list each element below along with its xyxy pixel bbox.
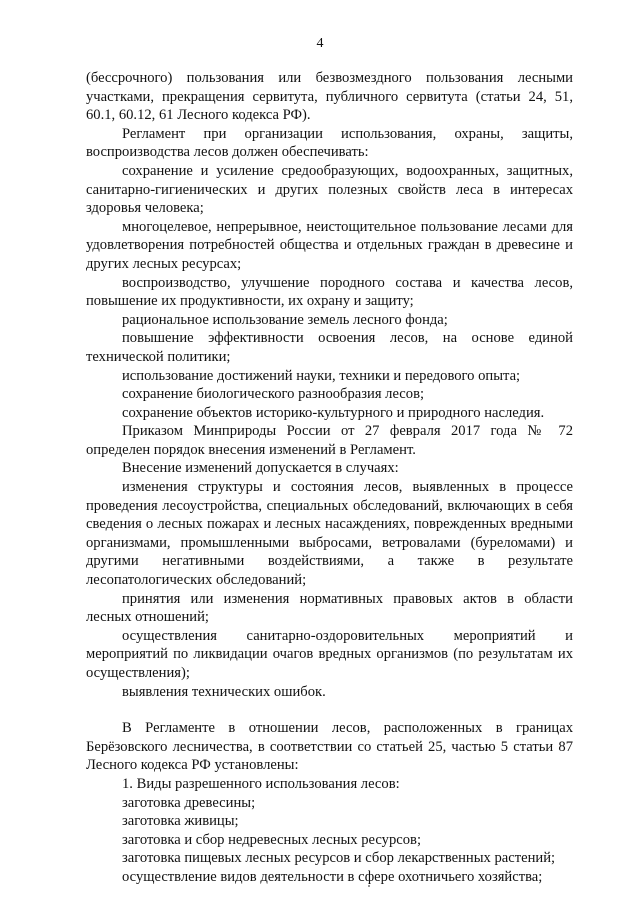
list-item: осуществление видов деятельности в сфере охотничьего хозяйства; — [122, 868, 543, 885]
list-item: заготовка древесины; — [122, 794, 256, 811]
paragraph: Регламент при организации использования, охраны, защиты, воспроизводства лесов должен обеспечивать: — [86, 125, 573, 161]
list-item: выявления технических ошибок. — [122, 683, 326, 700]
list-item: осуществления санитарно-оздоровительных мероприятий и мероприятий по ликвидации очагов вредных организмов (по результатам их осуществления); — [86, 627, 573, 681]
list-item: использование достижений науки, техники и передового опыта; — [122, 367, 521, 384]
list-item: воспроизводство, улучшение породного состава и качества лесов, повышение их продуктивности, их охрану и защиту; — [86, 274, 573, 310]
list-item: сохранение и усиление средообразующих, водоохранных, защитных, санитарно-гигиенических и других полезных свойств леса в интересах здоровья человека; — [86, 162, 573, 217]
list-item: сохранение биологического разнообразия лесов; — [122, 386, 425, 403]
paragraph: Внесение изменений допускается в случаях: — [122, 460, 399, 477]
paragraph-gap — [86, 701, 573, 719]
list-item: принятия или изменения нормативных правовых актов в области лесных отношений; — [86, 590, 573, 626]
page-number: 4 — [316, 36, 324, 51]
list-item: заготовка живицы; — [122, 813, 239, 830]
list-item: повышение эффективности освоения лесов, на основе единой технической политики; — [86, 330, 573, 365]
paragraph: (бессрочного) пользования или безвозмездного пользования лесными участками, прекращения сервитута, публичного сервитута (статьи 24, 51, 60.1, 60.12, 61 Лесного кодекса РФ). — [86, 70, 573, 124]
section-heading: 1. Виды разрешенного использования лесов: — [122, 775, 400, 792]
list-item: заготовка пищевых лесных ресурсов и сбор лекарственных растений; — [122, 850, 556, 867]
list-item: сохранение объектов историко-культурного и природного наследия. — [122, 404, 545, 421]
paragraph: В Регламенте в отношении лесов, расположенных в границах Берёзовского лесничества, в соответствии со статьей 25, частью 5 статьи 87 Лесного кодекса РФ установлены: — [86, 720, 573, 774]
scan-speck — [368, 885, 370, 887]
list-item: изменения структуры и состояния лесов, выявленных в процессе проведения лесоустройства, специальных обследований, включающих в себя сведения о лесных пожарах и лесных насаждениях, поврежденных вредными организмами, промышленными выбросами, ветровалами (буреломами) и другими негативными воздействиями, а также в результате лесопатологических обследований; — [86, 479, 573, 589]
paragraph: Приказом Минприроды России от 27 февраля 2017 года № 72 определен порядок внесения изменений в Регламент. — [86, 423, 573, 458]
list-item: многоцелевое, непрерывное, неистощительное пользование лесами для удовлетворения потребностей общества и отдельных граждан в древесине и других лесных ресурсах; — [86, 218, 573, 272]
document-body — [86, 69, 573, 887]
list-item: заготовка и сбор недревесных лесных ресурсов; — [122, 831, 421, 848]
list-item: рациональное использование земель лесного фонда; — [122, 311, 448, 328]
